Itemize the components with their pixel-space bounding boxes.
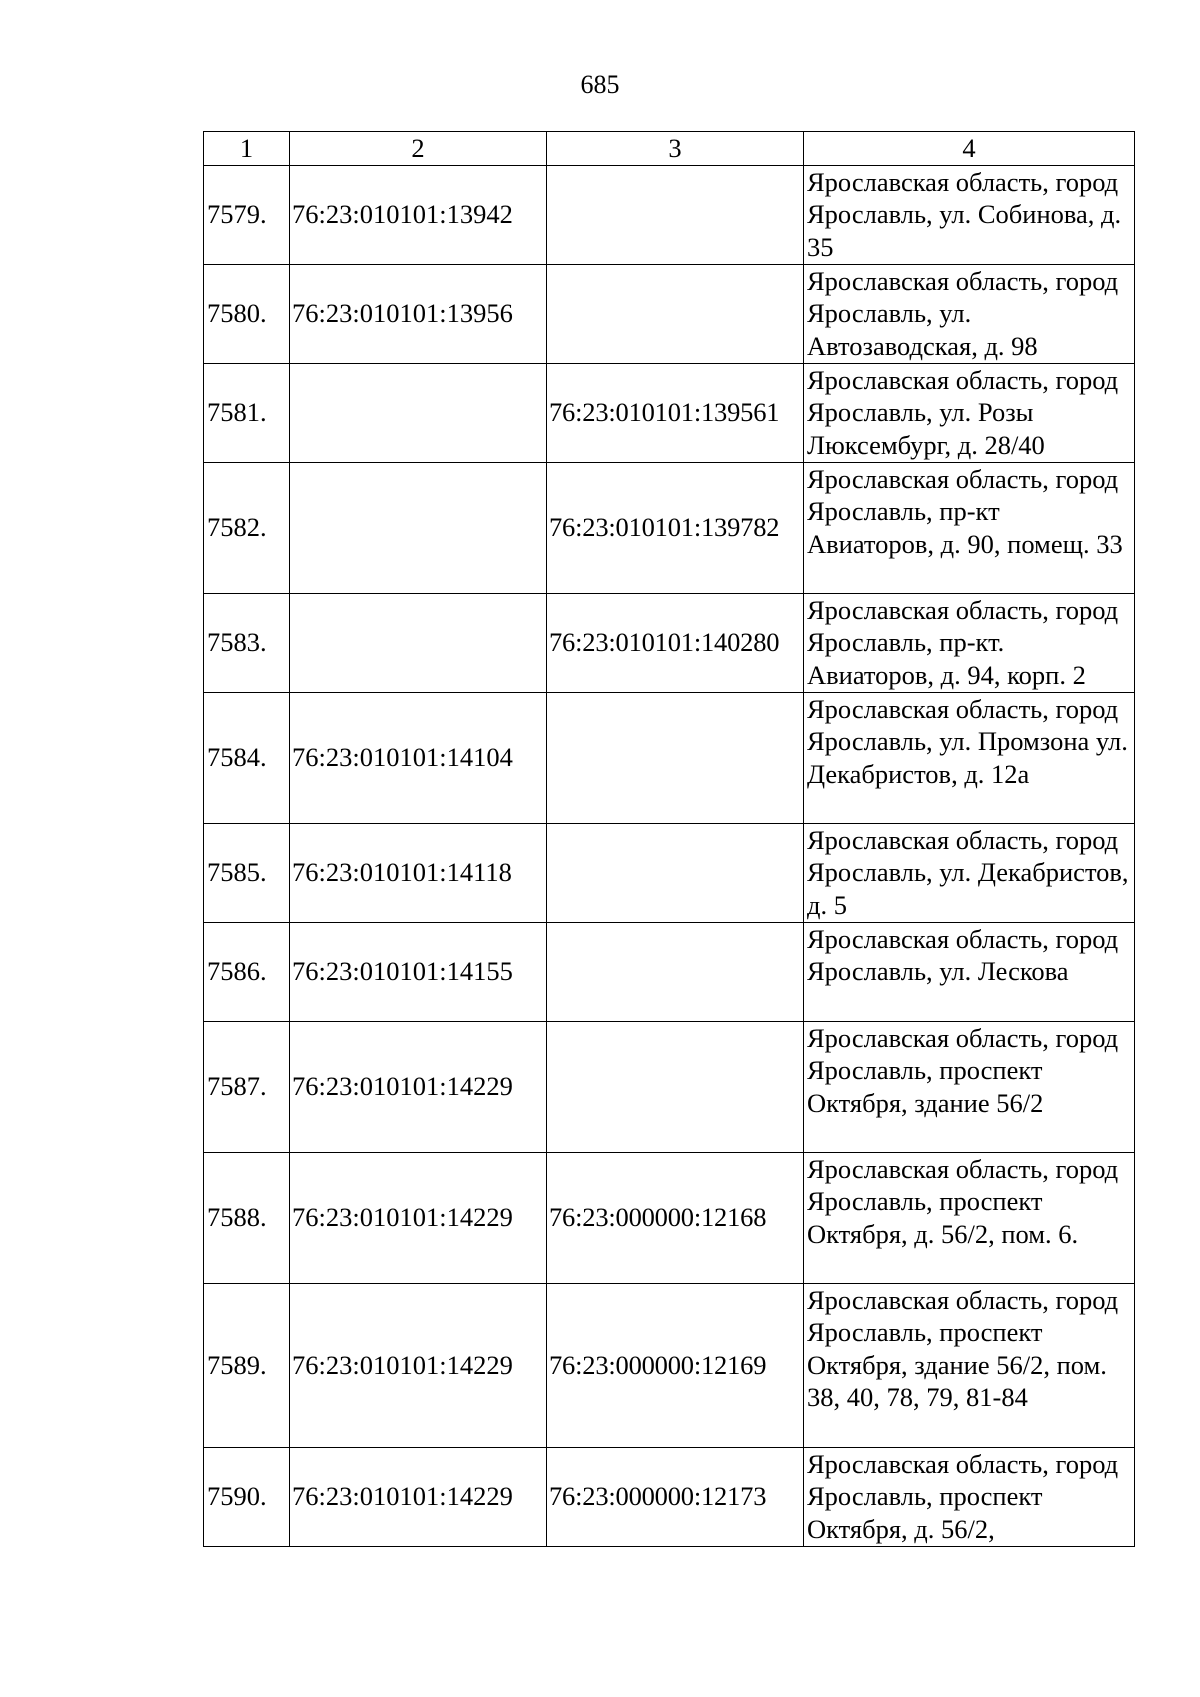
cad-building: 76:23:010101:14229 — [290, 1152, 547, 1283]
header-col-4: 4 — [804, 132, 1135, 166]
address: Ярославская область, город Ярославль, ул. Розы Люксембург, д. 28/40 — [804, 363, 1135, 462]
table-row — [204, 692, 1135, 823]
address: Ярославская область, город Ярославль, ул. Лескова — [804, 922, 1135, 1021]
row-number: 7587. — [204, 1021, 290, 1152]
cad-room: 76:23:000000:12168 — [547, 1152, 804, 1283]
cad-building — [290, 462, 547, 593]
address: Ярославская область, город Ярославль, ул. Декабристов, д. 5 — [804, 823, 1135, 922]
cad-room: 76:23:010101:139782 — [547, 462, 804, 593]
cad-building: 76:23:010101:14229 — [290, 1447, 547, 1546]
table-row — [204, 264, 1135, 363]
table-row — [204, 1152, 1135, 1283]
address: Ярославская область, город Ярославль, пр-кт Авиаторов, д. 90, помещ. 33 — [804, 462, 1135, 593]
table-row — [204, 165, 1135, 264]
cad-building — [290, 593, 547, 692]
table-row — [204, 593, 1135, 692]
cad-building: 76:23:010101:14229 — [290, 1021, 547, 1152]
cad-building: 76:23:010101:14118 — [290, 823, 547, 922]
address: Ярославская область, город Ярославль, ул. Автозаводская, д. 98 — [804, 264, 1135, 363]
table-row — [204, 1283, 1135, 1447]
cad-room: 76:23:010101:139561 — [547, 363, 804, 462]
table-row — [204, 922, 1135, 1021]
header-col-2: 2 — [290, 132, 547, 166]
header-col-1: 1 — [204, 132, 290, 166]
cad-building: 76:23:010101:13942 — [290, 165, 547, 264]
row-number: 7582. — [204, 462, 290, 593]
page-number: 685 — [580, 70, 620, 99]
row-number: 7589. — [204, 1283, 290, 1447]
registry-table — [203, 131, 1135, 1547]
header-col-3: 3 — [547, 132, 804, 166]
address: Ярославская область, город Ярославль, пр-кт. Авиаторов, д. 94, корп. 2 — [804, 593, 1135, 692]
cad-room — [547, 264, 804, 363]
cad-room — [547, 922, 804, 1021]
cad-room — [547, 165, 804, 264]
address: Ярославская область, город Ярославль, проспект Октября, здание 56/2 — [804, 1021, 1135, 1152]
cad-building: 76:23:010101:14229 — [290, 1283, 547, 1447]
row-number: 7588. — [204, 1152, 290, 1283]
cad-room — [547, 692, 804, 823]
cad-room: 76:23:000000:12173 — [547, 1447, 804, 1546]
row-number: 7585. — [204, 823, 290, 922]
address: Ярославская область, город Ярославль, ул. Собинова, д. 35 — [804, 165, 1135, 264]
cad-room — [547, 823, 804, 922]
cad-building: 76:23:010101:13956 — [290, 264, 547, 363]
table-row — [204, 823, 1135, 922]
table-body — [204, 165, 1135, 1546]
cad-room: 76:23:010101:140280 — [547, 593, 804, 692]
cad-building: 76:23:010101:14155 — [290, 922, 547, 1021]
table-header-row — [204, 132, 1135, 166]
address: Ярославская область, город Ярославль, ул. Промзона ул. Декабристов, д. 12а — [804, 692, 1135, 823]
cad-building: 76:23:010101:14104 — [290, 692, 547, 823]
row-number: 7579. — [204, 165, 290, 264]
address: Ярославская область, город Ярославль, проспект Октября, здание 56/2, пом. 38, 40, 78, 79, 81-84 — [804, 1283, 1135, 1447]
table-row — [204, 1021, 1135, 1152]
table-row — [204, 462, 1135, 593]
row-number: 7586. — [204, 922, 290, 1021]
cad-building — [290, 363, 547, 462]
cad-room — [547, 1021, 804, 1152]
row-number: 7590. — [204, 1447, 290, 1546]
table-row — [204, 363, 1135, 462]
address: Ярославская область, город Ярославль, проспект Октября, д. 56/2, пом. 6. — [804, 1152, 1135, 1283]
cad-room: 76:23:000000:12169 — [547, 1283, 804, 1447]
row-number: 7583. — [204, 593, 290, 692]
row-number: 7580. — [204, 264, 290, 363]
row-number: 7581. — [204, 363, 290, 462]
address: Ярославская область, город Ярославль, проспект Октября, д. 56/2, — [804, 1447, 1135, 1546]
table-row — [204, 1447, 1135, 1546]
row-number: 7584. — [204, 692, 290, 823]
